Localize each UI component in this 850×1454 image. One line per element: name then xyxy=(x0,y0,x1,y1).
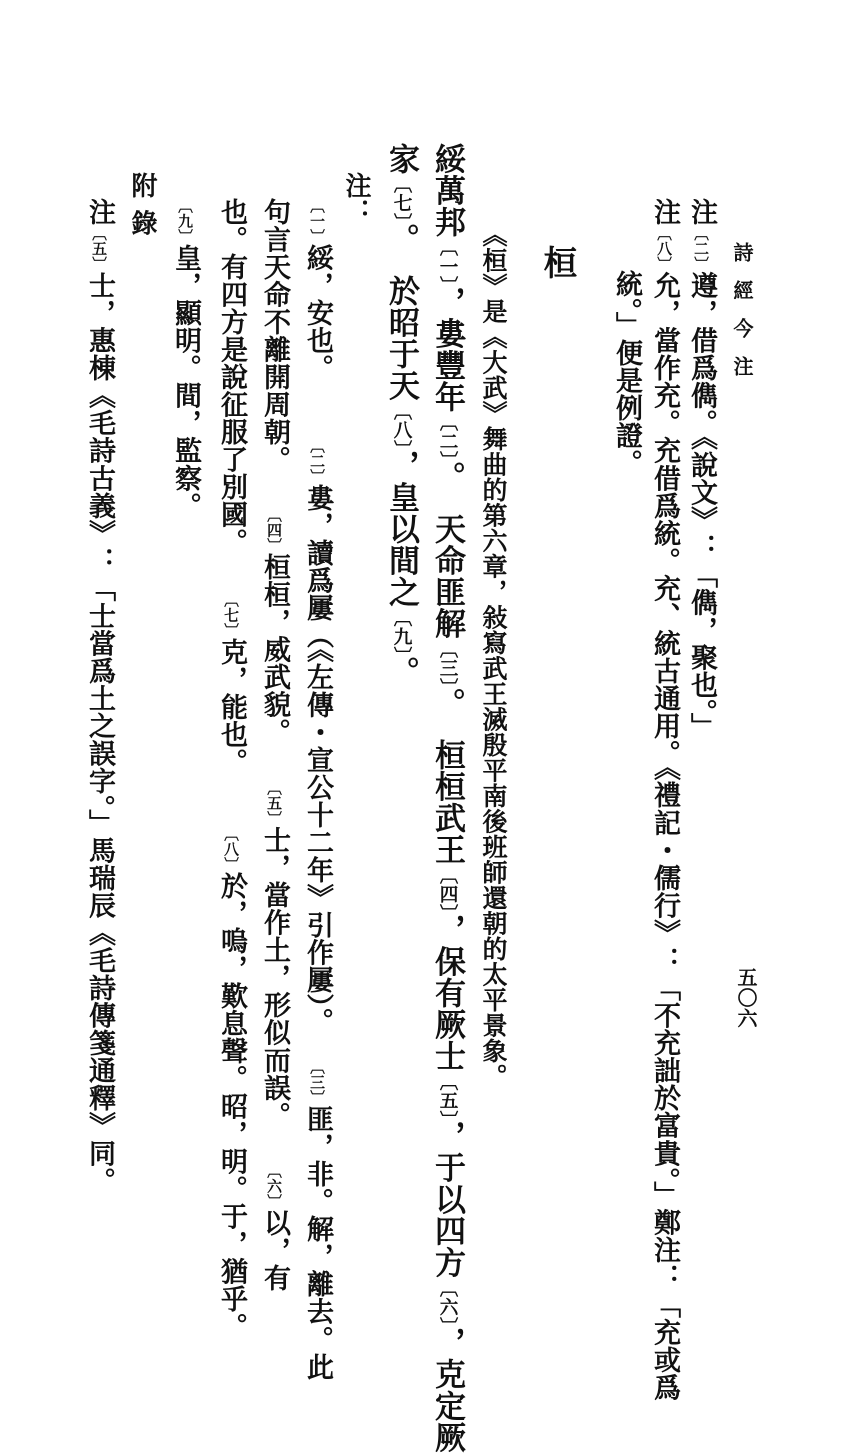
note-marker: 〔五〕 xyxy=(265,780,283,827)
note-marker: 〔五〕 xyxy=(90,225,108,272)
poem-text: 。 xyxy=(429,461,465,493)
note-text: 也。有四方是說征服了別國。 xyxy=(216,198,247,557)
note-6-continued xyxy=(216,198,247,556)
poem-text: 。 xyxy=(383,655,419,688)
poem-title: 桓 xyxy=(537,245,577,280)
note-3-continued xyxy=(259,198,290,473)
poem-text: ，保有厥士 xyxy=(429,914,465,1073)
note-text: 克，能也。 xyxy=(216,638,247,776)
note-marker: 〔六〕 xyxy=(437,1278,458,1328)
poem-intro: 《桓》是《大武》舞曲的第六章，敍寫武王滅殷平南後班師還朝的太平景象。 xyxy=(479,222,508,1089)
poem-text: 桓桓武王 xyxy=(429,739,465,866)
page-number: 五〇六 xyxy=(734,967,758,1029)
note-label: 注 xyxy=(686,198,717,226)
note-text: 皇，顯明。間，監察。 xyxy=(170,244,201,520)
poem-text: ，婁豐年 xyxy=(429,286,465,413)
note-marker: 〔四〕 xyxy=(437,865,458,915)
poem-text: 。 xyxy=(383,223,419,255)
note-9 xyxy=(170,198,201,520)
note-8 xyxy=(216,826,247,1340)
poem-text: 。 xyxy=(429,687,465,720)
note-text: 匪，非。解，離去。此 xyxy=(302,1105,333,1381)
prev-note-2 xyxy=(682,198,721,740)
running-header-title: 詩經今注 xyxy=(730,242,754,394)
note-6 xyxy=(259,1163,290,1292)
note-text: 句言天命不離開周朝。 xyxy=(259,198,290,474)
poem-text: 綏萬邦 xyxy=(429,143,465,238)
note-text: 遵，借爲儁。《說文》：「儁，聚也。」 xyxy=(686,271,717,741)
note-marker: 〔二〕 xyxy=(308,437,326,485)
poem-text: 於昭于天 xyxy=(383,274,419,402)
poem-text: 家 xyxy=(383,143,419,175)
note-text: 綏，安也。 xyxy=(302,244,333,382)
note-marker: 〔九〕 xyxy=(391,607,412,656)
note-4 xyxy=(259,507,290,746)
note-text: 以，有 xyxy=(259,1209,290,1293)
note-text: 桓桓，威武貌。 xyxy=(259,553,290,747)
poem-text: ，克定厥 xyxy=(429,1327,465,1454)
note-marker: 〔七〕 xyxy=(222,592,240,639)
prev-note-8 xyxy=(645,198,684,1401)
note-marker: 〔一〕 xyxy=(308,198,326,245)
note-marker: 〔六〕 xyxy=(265,1163,283,1210)
poem-line-2 xyxy=(379,143,424,688)
notes-column-3 xyxy=(212,198,251,1340)
note-text: 於，嗚，歎息聲。昭，明。于，猶乎。 xyxy=(216,872,247,1341)
note-text: 士，當作土，形似而誤。 xyxy=(259,826,290,1130)
note-label: 注 xyxy=(84,198,115,226)
note-text: 婁，讀爲屢（《左傳・宣公十二年》引作屢）。 xyxy=(302,484,333,1036)
note-7 xyxy=(216,592,247,776)
poem-text: 天命匪解 xyxy=(429,512,465,640)
appendix-label: 附錄 xyxy=(127,172,157,248)
notes-column-1 xyxy=(298,198,337,1381)
note-marker: 〔二〕 xyxy=(692,225,710,272)
note-5 xyxy=(259,780,290,1129)
note-marker: 〔五〕 xyxy=(437,1072,458,1121)
note-marker: 〔八〕 xyxy=(655,225,673,272)
note-marker: 〔三〕 xyxy=(308,1059,326,1106)
note-marker: 〔九〕 xyxy=(176,198,194,245)
note-3 xyxy=(302,1059,333,1381)
note-marker: 〔八〕 xyxy=(222,825,240,873)
note-text: 允，當作充。充借爲統。充、統古通用。《禮記・儒行》：「不充詘於富貴。」鄭注：「充或爲 xyxy=(649,271,680,1402)
notes-column-4 xyxy=(166,198,205,520)
note-text: 士，惠棟《毛詩古義》：「士當爲土之誤字。」馬瑞辰《毛詩傳箋通釋》同。 xyxy=(84,271,115,1195)
poem-text: ，于以四方 xyxy=(429,1120,465,1279)
note-marker: 〔四〕 xyxy=(265,507,283,554)
note-2 xyxy=(302,438,333,1036)
notes-column-2 xyxy=(255,198,294,1292)
note-marker: 〔三〕 xyxy=(437,639,458,688)
appendix-note xyxy=(80,198,119,1195)
note-marker: 〔八〕 xyxy=(391,401,412,450)
note-marker: 〔七〕 xyxy=(391,174,412,223)
poem-text: ，皇以間之 xyxy=(383,449,419,608)
note-marker: 〔一〕 xyxy=(437,237,458,287)
note-label: 注 xyxy=(649,198,680,226)
note-1 xyxy=(302,198,333,382)
notes-label: 注： xyxy=(341,172,371,226)
prev-note-8-continued: 統。」便是例證。 xyxy=(611,270,642,477)
note-marker: 〔二〕 xyxy=(437,412,458,462)
